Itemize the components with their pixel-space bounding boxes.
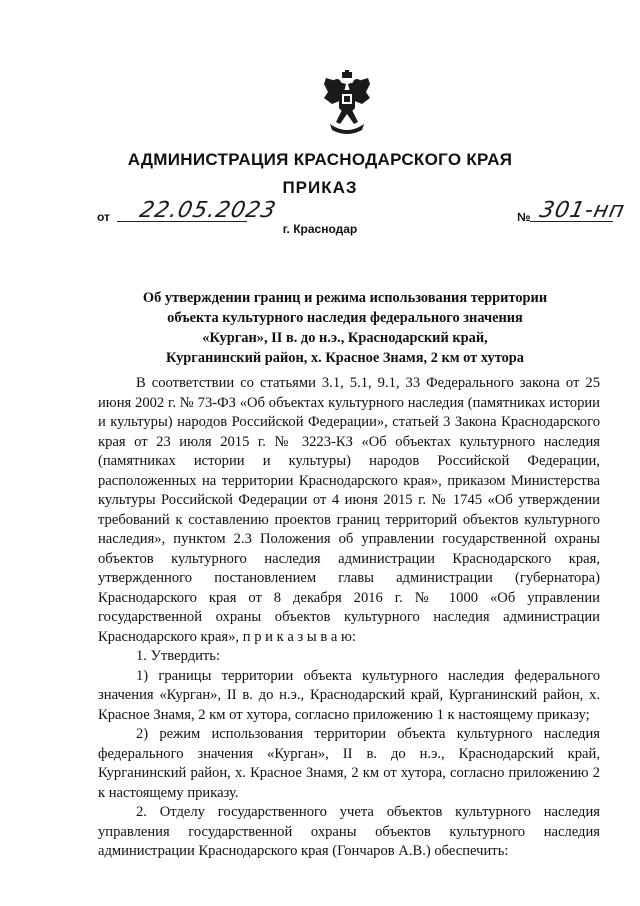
- preamble-paragraph: В соответствии со статьями 3.1, 5.1, 9.1, 33 Федерального закона от 25 июня 2002 г. № 73-ФЗ «Об объектах культурного наследия (памятниках истории и культуры) народов Российской Федерации», статьей 3 Закона Краснодарского края от 23 июля 2015 г. № 3223-КЗ «Об объектах культурного наследия (памятниках истории и культуры) народов Российской Федерации, расположенных на территории Краснодарского края», приказом Министерства культуры Российской Федерации от 4 июня 2015 г. № 1745 «Об утверждении требований к составлению проектов границ территорий объектов культурного наследия», пунктом 2.3 Положения об управлении государственной охраны объектов культурного наследия администрации Краснодарского края, утвержденного постановлением главы администрации (губернатора) Краснодарского края от 8 декабря 2016 г. № 1000 «Об управлении государственной охраны объектов культурного наследия администрации Краснодарского края», п р и к а з ы в а ю:: [98, 375, 600, 645]
- title-line: «Курган», II в. до н.э., Краснодарский край,: [202, 330, 488, 346]
- item-2: 2. Отделу государственного учета объектов культурного наследия управления государственной охраны объектов культурного наследия администрации Краснодарского края (Гончаров А.В.) обеспечить:: [98, 804, 600, 859]
- title-line: объекта культурного наследия федерального значения: [167, 310, 523, 326]
- date-label: от: [97, 210, 110, 224]
- coat-of-arms-icon: [322, 70, 372, 136]
- title-line: Об утверждении границ и режима использования территории: [142, 290, 548, 306]
- city: г. Краснодар: [282, 222, 358, 236]
- document-body: [98, 374, 600, 862]
- item-1-1: 1) границы территории объекта культурного наследия федерального значения «Курган», II в. до н.э., Краснодарский край, Курганинский район, х. Красное Знамя, 2 км от хутора, согласно приложению 1 к настоящему приказу;: [98, 667, 600, 723]
- title-line: Курганинский район, х. Красное Знамя, 2 км от хутора: [166, 350, 524, 366]
- organization-name: АДМИНИСТРАЦИЯ КРАСНОДАРСКОГО КРАЯ: [127, 150, 513, 169]
- number-handwritten: 301-нп: [537, 198, 628, 223]
- item-1: 1. Утвердить:: [136, 648, 221, 664]
- document-title: [100, 288, 590, 368]
- number-label: №: [517, 210, 531, 224]
- item-1-2: 2) режим использования территории объекта культурного наследия федерального значения «Курган», II в. до н.э., Краснодарский край, Курганинский район, х. Красное Знамя, 2 км от хутора, согласно приложению 2 к настоящему приказу.: [98, 726, 600, 801]
- document-type: ПРИКАЗ: [282, 178, 358, 197]
- date-handwritten: 22.05.2023: [137, 198, 279, 223]
